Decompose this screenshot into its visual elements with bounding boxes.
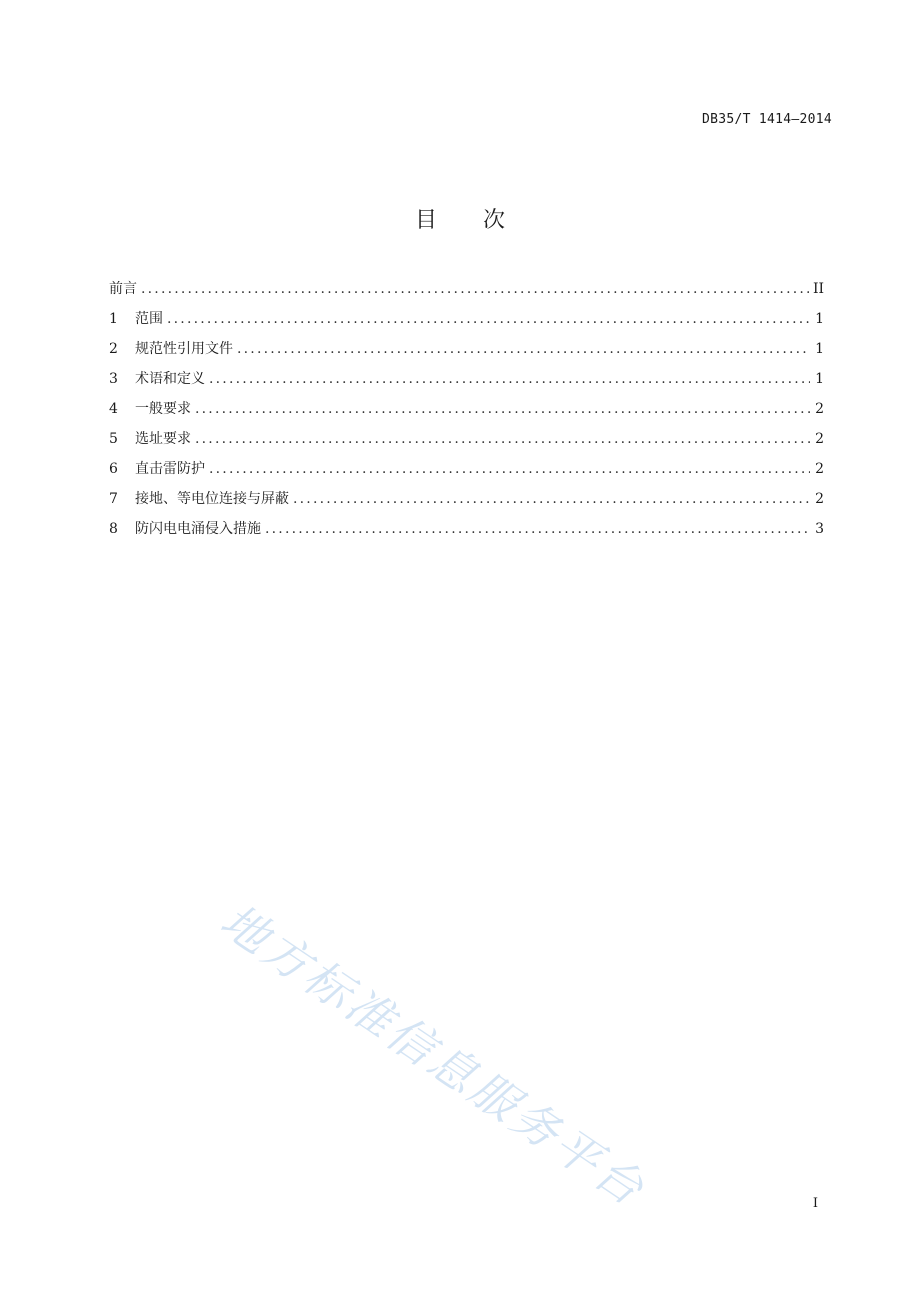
toc-entry-label: 防闪电电涌侵入措施 xyxy=(135,521,261,537)
toc-entry-page: 2 xyxy=(815,461,824,477)
toc-entry-page: 1 xyxy=(815,311,824,327)
toc-entry-page: II xyxy=(812,281,824,297)
toc-dot-leader xyxy=(237,338,810,360)
toc-entry-preface[interactable] xyxy=(109,278,824,308)
toc-entry-page: 1 xyxy=(815,341,824,357)
toc-dot-leader xyxy=(209,458,810,480)
toc-entry-page: 2 xyxy=(815,491,824,507)
toc-entry-page: 2 xyxy=(815,431,824,447)
toc-entry-7[interactable] xyxy=(109,488,824,518)
toc-entry-label: 前言 xyxy=(109,281,137,297)
toc-entry-number: 8 xyxy=(109,521,118,537)
toc-entry-5[interactable] xyxy=(109,428,824,458)
toc-entry-number: 3 xyxy=(109,371,118,387)
toc-dot-leader xyxy=(195,428,810,450)
toc-entry-number: 7 xyxy=(109,491,118,507)
toc-entry-number: 2 xyxy=(109,341,118,357)
toc-entry-label: 规范性引用文件 xyxy=(135,341,233,357)
toc-entry-number: 4 xyxy=(109,401,118,417)
toc-entry-label: 术语和定义 xyxy=(135,371,205,387)
toc-entry-page: 1 xyxy=(815,371,824,387)
toc-entry-3[interactable] xyxy=(109,368,824,398)
toc-dot-leader xyxy=(209,368,810,390)
toc-dot-leader xyxy=(265,518,810,540)
page-title: 目次 xyxy=(414,208,551,233)
toc-entry-4[interactable] xyxy=(109,398,824,428)
toc-dot-leader xyxy=(141,278,809,300)
toc-entry-2[interactable] xyxy=(109,338,824,368)
toc-entry-6[interactable] xyxy=(109,458,824,488)
toc-dot-leader xyxy=(195,398,810,420)
page-number: I xyxy=(812,1196,818,1211)
toc-entry-number: 1 xyxy=(109,311,118,327)
toc-dot-leader xyxy=(293,488,810,510)
toc-entry-label: 范围 xyxy=(135,311,163,327)
toc-entry-number: 6 xyxy=(109,461,118,477)
toc-entry-number: 5 xyxy=(109,431,118,447)
toc-entry-8[interactable] xyxy=(109,518,824,548)
watermark: 地方标准信息服务平台 xyxy=(211,893,656,1218)
toc-entry-1[interactable] xyxy=(109,308,824,338)
toc-entry-label: 一般要求 xyxy=(135,401,191,417)
toc-entry-page: 3 xyxy=(815,521,824,537)
table-of-contents xyxy=(109,278,824,548)
toc-dot-leader xyxy=(167,308,810,330)
toc-entry-label: 选址要求 xyxy=(135,431,191,447)
document-code: DB35/T 1414—2014 xyxy=(701,112,832,127)
toc-entry-page: 2 xyxy=(815,401,824,417)
toc-entry-label: 接地、等电位连接与屏蔽 xyxy=(135,491,289,507)
toc-entry-label: 直击雷防护 xyxy=(135,461,205,477)
